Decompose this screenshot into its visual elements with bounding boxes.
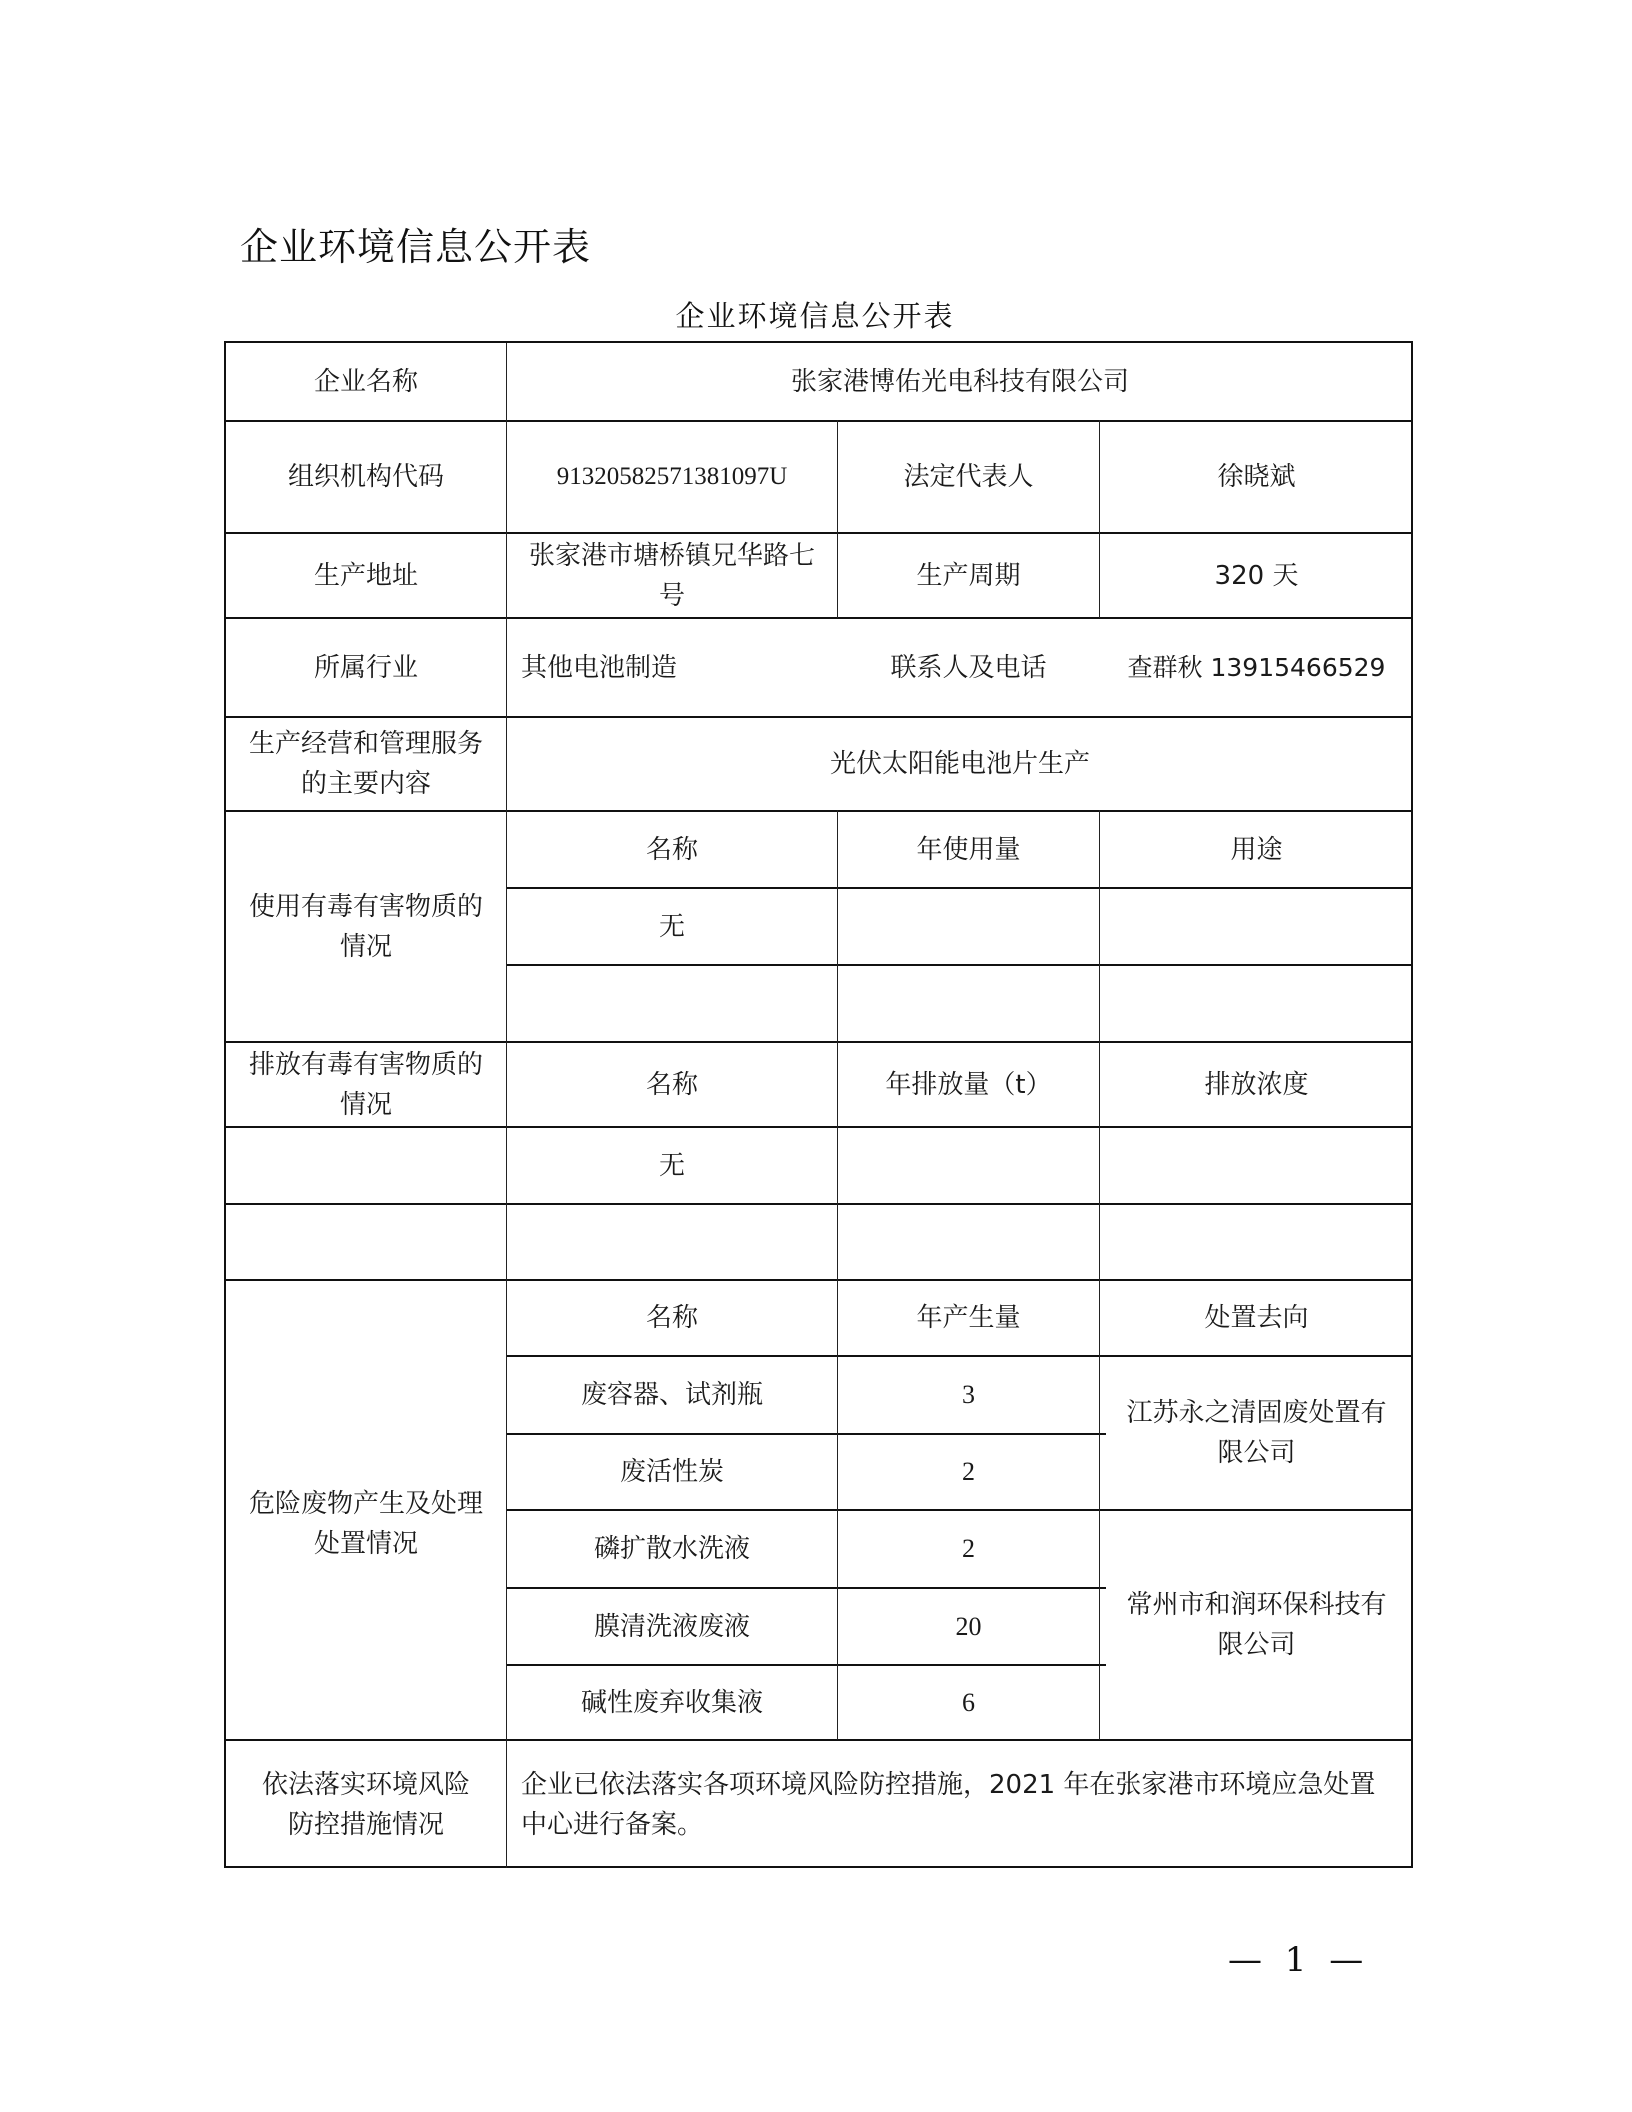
table-title-text: 企业环境信息公开表 <box>675 299 955 333</box>
toxic-emission-header-concentration: 排放浓度 <box>1204 1069 1309 1100</box>
contact-label: 联系人及电话 <box>890 652 1047 683</box>
toxic-use-header-amount: 年使用量 <box>916 834 1021 865</box>
waste-row-2-amount: 2 <box>962 1457 975 1486</box>
cycle-label: 生产周期 <box>916 560 1021 591</box>
address-value: 张家港市塘桥镇兄华路七号 <box>529 540 816 611</box>
waste-row-2-name: 废活性炭 <box>619 1457 724 1487</box>
toxic-use-row-1-name: 无 <box>658 911 685 942</box>
table-title <box>0 294 1632 335</box>
contact-value: 查群秋 13915466529 <box>1127 652 1386 682</box>
waste-disposal-1: 江苏永之清固废处置有限公司 <box>1126 1398 1387 1468</box>
business-label: 生产经营和管理服务的主要内容 <box>248 729 483 799</box>
row-divider <box>226 1203 1413 1205</box>
toxic-emission-label: 排放有毒有害物质的情况 <box>248 1049 483 1120</box>
toxic-use-row-1-amount <box>838 889 1099 964</box>
waste-row-4-amount: 20 <box>955 1611 982 1641</box>
legal-rep-value: 徐晓斌 <box>1217 462 1296 492</box>
company-name-label: 企业名称 <box>313 366 418 397</box>
risk-control-label: 依法落实环境风险防控措施情况 <box>261 1769 470 1840</box>
waste-row-4-name: 膜清洗液废液 <box>593 1611 750 1642</box>
company-name-value: 张家港博佑光电科技有限公司 <box>790 366 1129 397</box>
page-number: — 1 — <box>1228 1940 1370 1980</box>
toxic-use-header-name: 名称 <box>645 834 698 865</box>
legal-rep-label: 法定代表人 <box>903 462 1034 492</box>
document-heading: 企业环境信息公开表 <box>240 225 592 269</box>
toxic-use-header-purpose: 用途 <box>1230 834 1283 865</box>
toxic-use-label: 使用有毒有害物质的情况 <box>248 891 483 962</box>
cycle-value: 320 天 <box>1214 560 1299 591</box>
waste-row-3-name: 磷扩散水洗液 <box>593 1534 750 1564</box>
waste-row-5-name: 碱性废弃收集液 <box>580 1687 763 1718</box>
hazardous-waste-header-name: 名称 <box>645 1303 698 1333</box>
toxic-emission-row-1-name: 无 <box>658 1150 685 1181</box>
business-value: 光伏太阳能电池片生产 <box>829 749 1090 779</box>
row-divider <box>506 964 1413 966</box>
toxic-emission-header-amount: 年排放量（t） <box>885 1069 1052 1100</box>
waste-row-5-amount: 6 <box>962 1687 975 1717</box>
environment-info-table <box>224 341 1413 1868</box>
waste-row-1-amount: 3 <box>962 1380 975 1409</box>
address-label: 生产地址 <box>313 560 418 591</box>
waste-row-1-name: 废容器、试剂瓶 <box>580 1380 763 1410</box>
org-code-label: 组织机构代码 <box>287 462 444 492</box>
waste-row-3-amount: 2 <box>962 1534 975 1563</box>
waste-disposal-2: 常州市和润环保科技有限公司 <box>1126 1590 1387 1660</box>
industry-label: 所属行业 <box>313 652 418 683</box>
hazardous-waste-label: 危险废物产生及处理处置情况 <box>248 1489 483 1559</box>
toxic-use-row-1-purpose <box>1100 889 1413 964</box>
hazardous-waste-header-disposal: 处置去向 <box>1204 1303 1309 1333</box>
hazardous-waste-header-amount: 年产生量 <box>916 1303 1021 1333</box>
industry-value: 其他电池制造 <box>521 652 678 683</box>
toxic-emission-header-name: 名称 <box>645 1069 698 1100</box>
org-code-value: 91320582571381097U <box>556 463 788 490</box>
risk-control-content: 企业已依法落实各项环境风险防控措施，2021 年在张家港市环境应急处置中心进行备案。 <box>521 1769 1376 1840</box>
